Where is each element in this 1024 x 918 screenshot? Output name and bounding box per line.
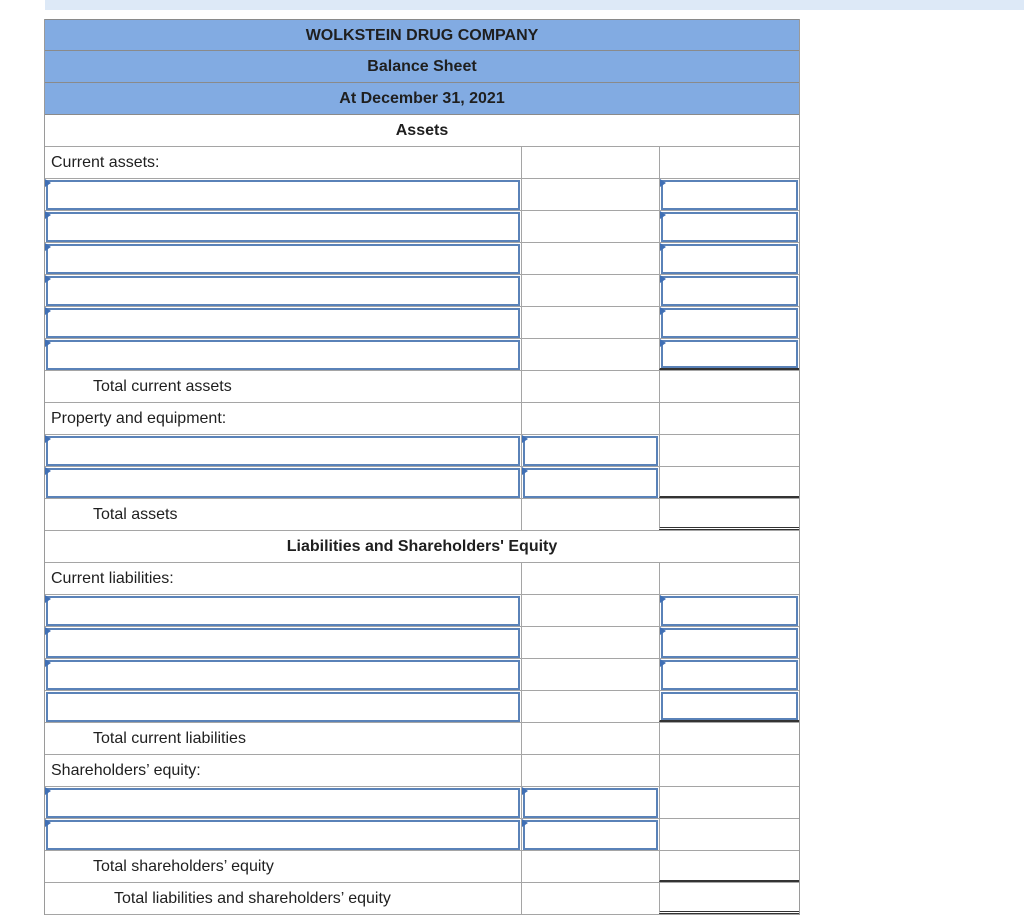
- current-asset-line: [45, 339, 799, 371]
- equity-name-input[interactable]: [46, 820, 520, 850]
- property-equipment-label: Property and equipment:: [51, 410, 227, 427]
- property-equipment-row: [45, 403, 799, 435]
- equity-amount-input[interactable]: [523, 820, 658, 850]
- dropdown-arrow-icon: [660, 243, 666, 251]
- dropdown-arrow-icon: [45, 595, 51, 603]
- property-amount-input[interactable]: [523, 436, 658, 466]
- header-date-row: [45, 83, 799, 115]
- current-liability-amount-input[interactable]: [661, 660, 798, 690]
- property-amount-input[interactable]: [523, 468, 658, 498]
- company-name: WOLKSTEIN DRUG COMPANY: [305, 27, 539, 44]
- dropdown-arrow-icon: [660, 307, 666, 315]
- assets-title-row: [45, 115, 799, 147]
- dropdown-arrow-icon: [45, 307, 51, 315]
- dropdown-arrow-icon: [660, 179, 666, 187]
- property-name-input[interactable]: [46, 468, 520, 498]
- current-asset-name-input[interactable]: [46, 244, 520, 274]
- current-asset-amount-input[interactable]: [661, 212, 798, 242]
- equity-name-input[interactable]: [46, 788, 520, 818]
- current-asset-name-input[interactable]: [46, 308, 520, 338]
- current-asset-amount-input[interactable]: [661, 180, 798, 210]
- equity-amount-input[interactable]: [523, 788, 658, 818]
- current-asset-line: [45, 211, 799, 243]
- total-current-liabilities-label: Total current liabilities: [93, 730, 246, 747]
- dropdown-arrow-icon: [45, 435, 51, 443]
- current-asset-line: [45, 307, 799, 339]
- top-bar: [45, 0, 1024, 10]
- total-shareholders-equity-label: Total shareholders’ equity: [93, 858, 274, 875]
- current-liability-name-input[interactable]: [46, 628, 520, 658]
- current-liability-name-input[interactable]: [46, 660, 520, 690]
- current-asset-amount-input[interactable]: [661, 276, 798, 306]
- dropdown-arrow-icon: [45, 819, 51, 827]
- dropdown-arrow-icon: [660, 595, 666, 603]
- total-current-assets-label: Total current assets: [93, 378, 232, 395]
- total-current-assets-row: [45, 371, 799, 403]
- total-liabilities-equity-label: Total liabilities and shareholders’ equity: [114, 890, 391, 907]
- header-statement-row: [45, 51, 799, 83]
- current-asset-name-input[interactable]: [46, 340, 520, 370]
- equity-line: [45, 819, 799, 851]
- dropdown-arrow-icon: [45, 467, 51, 475]
- current-assets-row: [45, 147, 799, 179]
- dropdown-arrow-icon: [660, 211, 666, 219]
- dropdown-arrow-icon: [45, 627, 51, 635]
- dropdown-arrow-icon: [660, 659, 666, 667]
- property-name-input[interactable]: [46, 436, 520, 466]
- current-liability-line: [45, 595, 799, 627]
- current-liability-name-input[interactable]: [46, 596, 520, 626]
- current-liability-amount-input[interactable]: [661, 692, 798, 720]
- dropdown-arrow-icon: [45, 211, 51, 219]
- dropdown-arrow-icon: [522, 819, 528, 827]
- dropdown-arrow-icon: [660, 339, 666, 347]
- property-line: [45, 467, 799, 499]
- dropdown-arrow-icon: [522, 435, 528, 443]
- dropdown-arrow-icon: [45, 179, 51, 187]
- liabilities-title: Liabilities and Shareholders' Equity: [286, 538, 558, 555]
- current-asset-name-input[interactable]: [46, 180, 520, 210]
- property-line: [45, 435, 799, 467]
- header-company-row: [45, 19, 799, 51]
- total-liabilities-equity-row: [45, 883, 799, 915]
- total-assets-row: [45, 499, 799, 531]
- current-asset-line: [45, 275, 799, 307]
- statement-title: Balance Sheet: [367, 58, 477, 75]
- total-shareholders-equity-row: [45, 851, 799, 883]
- equity-line: [45, 787, 799, 819]
- current-liability-line: [45, 627, 799, 659]
- dropdown-arrow-icon: [660, 275, 666, 283]
- dropdown-arrow-icon: [45, 659, 51, 667]
- shareholders-equity-row: [45, 755, 799, 787]
- shareholders-equity-label: Shareholders’ equity:: [51, 762, 201, 779]
- dropdown-arrow-icon: [45, 275, 51, 283]
- current-liability-name-input[interactable]: [46, 692, 520, 722]
- current-asset-amount-input[interactable]: [661, 308, 798, 338]
- current-asset-line: [45, 179, 799, 211]
- dropdown-arrow-icon: [660, 627, 666, 635]
- dropdown-arrow-icon: [45, 787, 51, 795]
- current-asset-amount-input[interactable]: [661, 340, 798, 368]
- current-liabilities-row: [45, 563, 799, 595]
- current-asset-line: [45, 243, 799, 275]
- total-assets-label: Total assets: [93, 506, 178, 523]
- current-asset-name-input[interactable]: [46, 212, 520, 242]
- current-asset-amount-input[interactable]: [661, 244, 798, 274]
- assets-title: Assets: [395, 122, 449, 139]
- statement-date: At December 31, 2021: [339, 90, 505, 107]
- current-assets-label: Current assets:: [51, 154, 160, 171]
- balance-sheet: [44, 19, 800, 915]
- current-liability-line: [45, 659, 799, 691]
- total-current-liabilities-row: [45, 723, 799, 755]
- dropdown-arrow-icon: [522, 467, 528, 475]
- current-liability-line: [45, 691, 799, 723]
- current-asset-name-input[interactable]: [46, 276, 520, 306]
- dropdown-arrow-icon: [522, 787, 528, 795]
- dropdown-arrow-icon: [45, 243, 51, 251]
- current-liabilities-label: Current liabilities:: [51, 570, 174, 587]
- current-liability-amount-input[interactable]: [661, 628, 798, 658]
- liabilities-title-row: [45, 531, 799, 563]
- current-liability-amount-input[interactable]: [661, 596, 798, 626]
- dropdown-arrow-icon: [45, 339, 51, 347]
